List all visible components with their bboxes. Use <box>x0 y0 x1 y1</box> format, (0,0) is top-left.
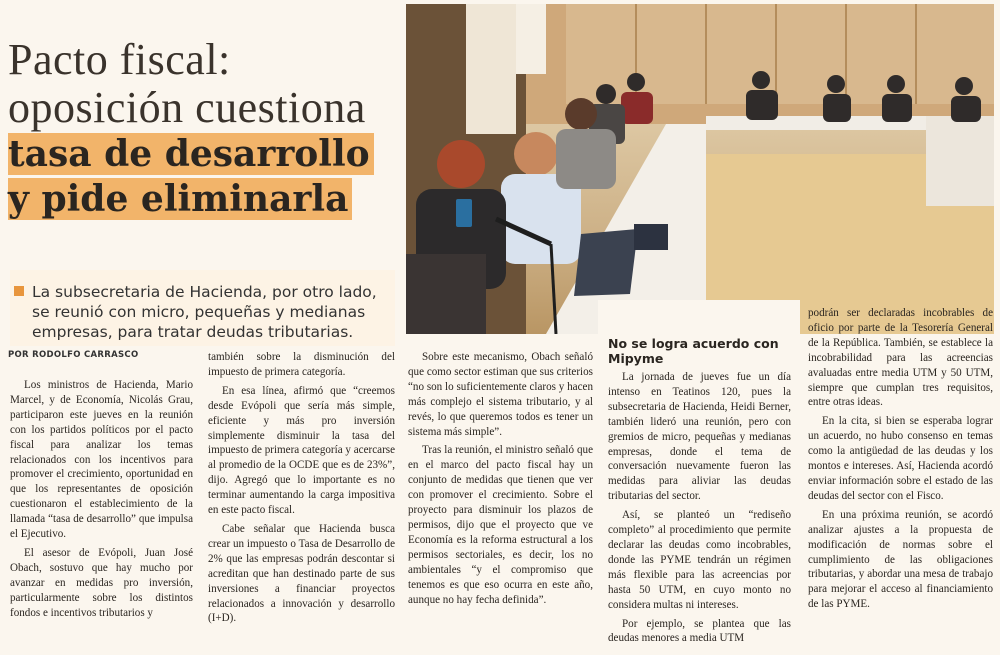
column-1 <box>10 378 193 621</box>
paragraph: Así, se planteó un “rediseño completo” al procedimiento que permite declarar las deudas como incobrables, donde las PYME tendrán un régimen más flexible para las acreencias por hasta 50 UTM, en cuyo monto no considera multas ni intereses. <box>608 509 791 611</box>
photo-cutout <box>598 300 800 336</box>
paragraph: también sobre la disminución del impuesto de primera categoría. <box>208 351 395 378</box>
column-2 <box>208 350 395 626</box>
headline-line-4 <box>8 177 403 222</box>
paragraph: En esa línea, afirmó que “creemos desde Evópoli que sería más simple, eficiente y más pro inversión simplemente disminuir la tasa del impuesto de primera categoría y acercarse al promedio de la OCDE que es de 23%”, dijo. Agregó que lo importante es no terminar aumentando la carga impositiva en este pacto fiscal. <box>208 384 395 517</box>
headline-highlight-4: y pide eliminarla <box>8 178 352 220</box>
paragraph: Por ejemplo, se plantea que las deudas menores a media UTM <box>608 617 791 645</box>
headline-line-3 <box>8 132 403 177</box>
square-bullet-icon <box>14 286 24 296</box>
lead-text: La subsecretaria de Hacienda, por otro lado, se reunió con micro, pequeñas y medianas empresas, para tratar deudas tributarias. <box>32 283 377 341</box>
paragraph: En la cita, si bien se esperaba lograr un acuerdo, no hubo consenso en temas como la antigüedad de las deudas y los montos e intereses. Así, Hacienda acordó enviar información sobre el estado de las deudas del sector con el Fisco. <box>808 415 993 502</box>
paragraph: podrán ser declaradas incobrables de oficio por parte de la Tesorería General de la República. También, se establece la incobrabilidad para las acreencias avaluadas entre media UTM y 50 UTM, siempre que cumplan tres requisitos, entre otras ideas. <box>808 307 993 409</box>
paragraph: Cabe señalar que Hacienda busca crear un impuesto o Tasa de Desarrollo de 2% que las empresas podrán descontar si acreditan que han destinado parte de sus inversiones a financiar proyectos relacionados a innovación y desarrollo (I+D). <box>208 522 395 625</box>
headline-highlight-3: tasa de desarrollo <box>8 133 374 175</box>
column-4 <box>608 336 791 646</box>
column-3 <box>408 350 593 607</box>
headline-line-2: oposición cuestiona <box>8 83 366 132</box>
paragraph: En una próxima reunión, se acordó analizar ajustes a la propuesta de modificación de normas sobre el cumplimiento de las obligaciones tributarias, y abordar una mesa de trabajo para mejorar el acceso al financiamiento de las PYME. <box>808 508 993 611</box>
byline: POR RODOLFO CARRASCO <box>8 350 139 360</box>
paragraph: Tras la reunión, el ministro señaló que en el marco del pacto fiscal hay un conjunto de medidas que tienen que ver con promover el crecimiento. Sobre el proyecto para disminuir los plazos de permisos, dijo que el proyecto que ve Economía es la reforma estructural a los permisos sectoriales, es decir, los no ambientales “y el compromiso que tenemos es que eso ocurra en este año, aunque no hay fecha definida”. <box>408 444 593 606</box>
paragraph: La jornada de jueves fue un día intenso en Teatinos 120, pues la subsecretaria de Hacienda, Heidi Berner, también lideró una reunión, pero con gremios de micro, pequeñas y medianas empresas, donde el tema de conversación nuevamente fueron las medidas para aliviar las deudas tributarias del sector. <box>608 371 791 503</box>
article-photo <box>406 4 994 334</box>
paragraph: El asesor de Evópoli, Juan José Obach, sostuvo que hay mucho por avanzar en medidas pro inversión, particularmente sobre los distintos fondos e incentivos tributarios y <box>10 546 193 619</box>
section-subhead: No se logra acuerdo con Mipyme <box>608 336 779 366</box>
meeting-photo-illustration <box>406 4 994 334</box>
paragraph: Los ministros de Hacienda, Mario Marcel, y de Economía, Nicolás Grau, participaron este jueves en la reunión con los partidos políticos por el pacto fiscal para analizar los temas relacionados con los incentivos para promover el crecimiento, oportunidad en que los representantes de oposición cuestionaron el establecimiento de la llamada “tasa de desarrollo” que impulsa el Ejecutivo. <box>10 379 193 541</box>
lead-paragraph <box>10 270 395 346</box>
column-5 <box>808 306 993 612</box>
headline-line-1: Pacto fiscal: <box>8 35 231 84</box>
headline <box>8 36 403 222</box>
paragraph: Sobre este mecanismo, Obach señaló que como sector estiman que sus criterios “no son lo suficientemente claros y hacen más complejo el sistema tributario, y al revés, lo que queremos todos es tener un sistema más simple”. <box>408 351 593 438</box>
